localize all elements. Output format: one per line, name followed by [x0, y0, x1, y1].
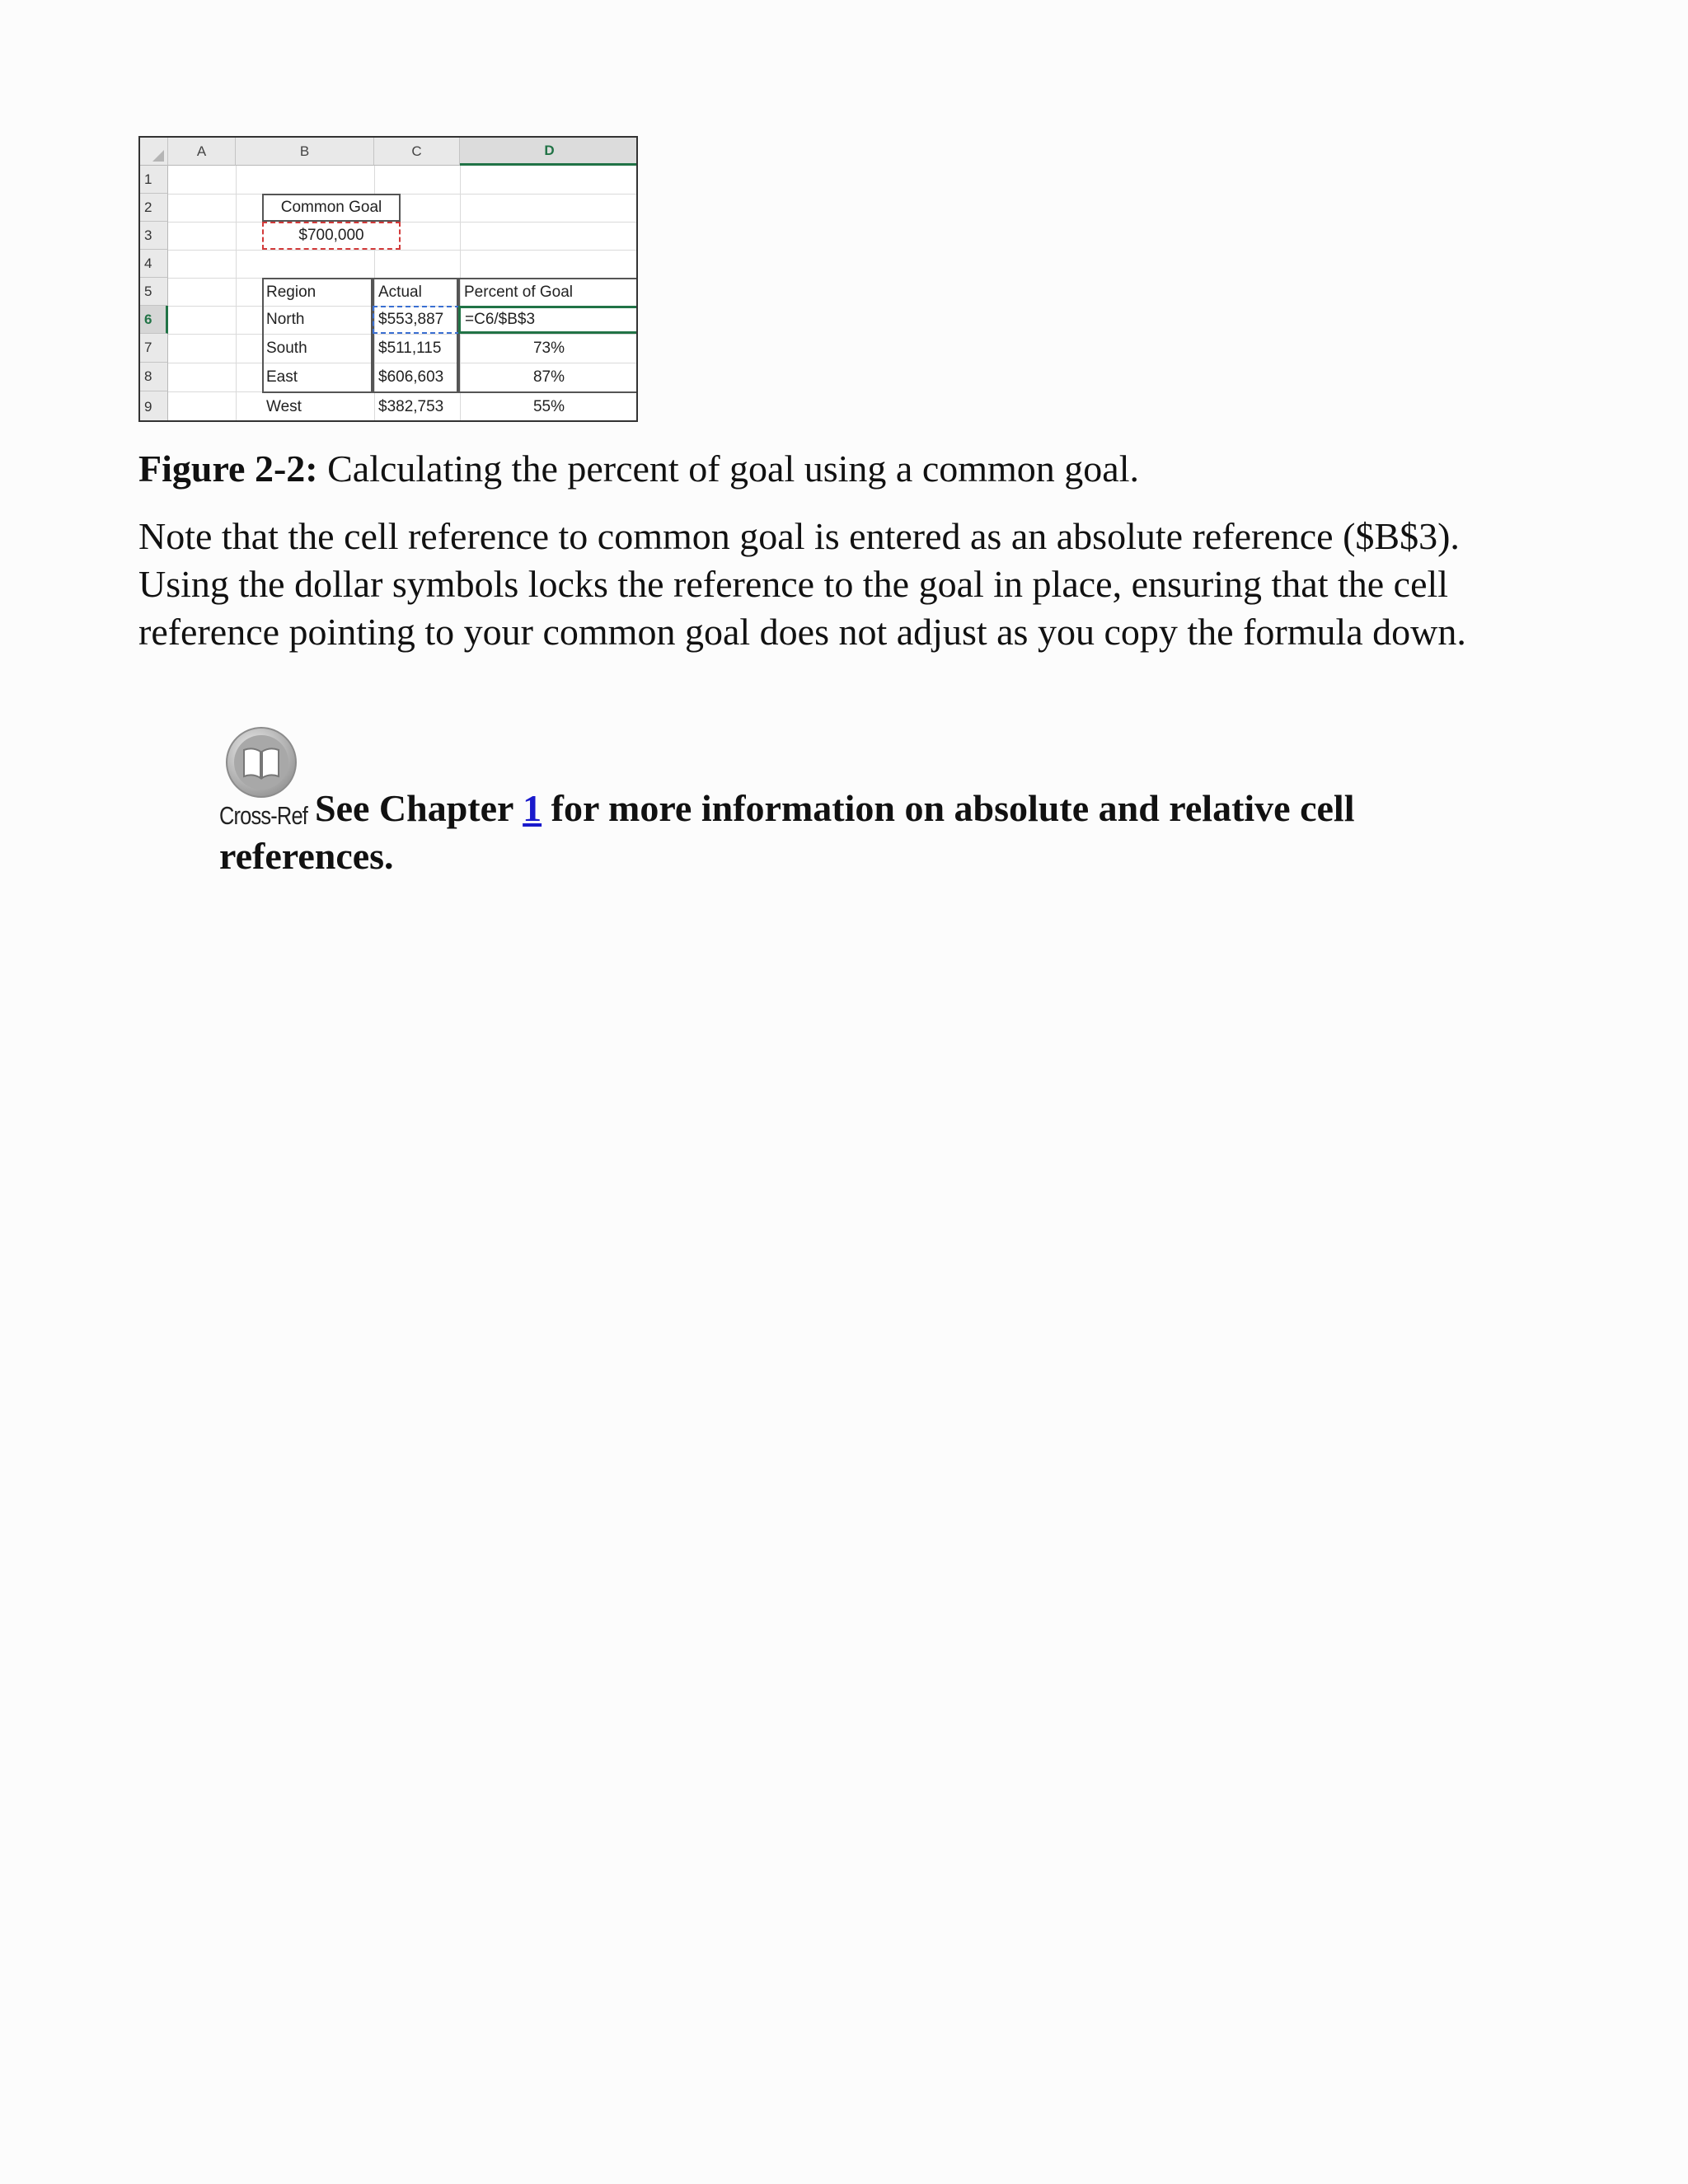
- body-paragraph: Note that the cell reference to common goal is entered as an absolute reference ($B$3). Using the dollar symbols locks the reference to the goal in place, ensuring that the cell reference pointing to your common goal does not adjust as you copy the formula down.: [138, 515, 1466, 653]
- column-header-a: A: [168, 138, 236, 166]
- row-header-7: 7: [140, 334, 168, 363]
- cell-region: East: [266, 368, 298, 386]
- cell-percent: 87%: [532, 368, 565, 386]
- row-header-4: 4: [140, 250, 168, 278]
- cell-formula-selected[interactable]: =C6/$B$3: [458, 306, 638, 334]
- row-header-5: 5: [140, 278, 168, 306]
- cell-region: North: [266, 311, 305, 328]
- cell-actual: $382,753: [378, 397, 444, 415]
- common-goal-value: $700,000: [262, 222, 401, 250]
- row-header-1: 1: [140, 166, 168, 194]
- chapter-link[interactable]: 1: [523, 787, 542, 829]
- cell-actual: $511,115: [378, 339, 442, 357]
- cell-actual-ref: $553,887: [373, 306, 460, 334]
- cell-actual: $606,603: [378, 368, 444, 386]
- cross-ref-label: Cross-Ref: [219, 801, 308, 830]
- cross-ref-text-before: See Chapter: [315, 787, 523, 829]
- header-percent-of-goal: Percent of Goal: [464, 284, 574, 301]
- cell-percent: 73%: [532, 339, 565, 357]
- cell-region: South: [266, 339, 307, 357]
- select-all-corner: [140, 138, 168, 166]
- cross-ref-text: [219, 785, 1522, 880]
- caption-label: Figure 2-2:: [138, 448, 318, 490]
- gridline: [168, 250, 638, 251]
- cell-region: West: [266, 397, 302, 415]
- header-region: Region: [266, 284, 316, 301]
- row-header-6: 6: [140, 306, 168, 334]
- cross-ref-text-after: for more information on absolute and relative cell references.: [219, 787, 1355, 877]
- row-header-8: 8: [140, 363, 168, 391]
- column-header-d: D: [460, 138, 638, 166]
- spreadsheet-figure: [138, 136, 638, 422]
- gridline: [168, 278, 638, 279]
- figure-caption: [138, 445, 1556, 493]
- row-header-3: 3: [140, 222, 168, 250]
- gridline: [168, 222, 638, 223]
- row-header-2: 2: [140, 194, 168, 222]
- gridline: [236, 166, 237, 422]
- caption-text: Calculating the percent of goal using a common goal.: [317, 448, 1139, 490]
- column-header-c: C: [374, 138, 460, 166]
- column-header-b: B: [236, 138, 374, 166]
- row-header-9: 9: [140, 391, 168, 422]
- common-goal-label: Common Goal: [262, 194, 401, 222]
- header-actual: Actual: [378, 284, 422, 301]
- cell-percent: 55%: [532, 397, 565, 415]
